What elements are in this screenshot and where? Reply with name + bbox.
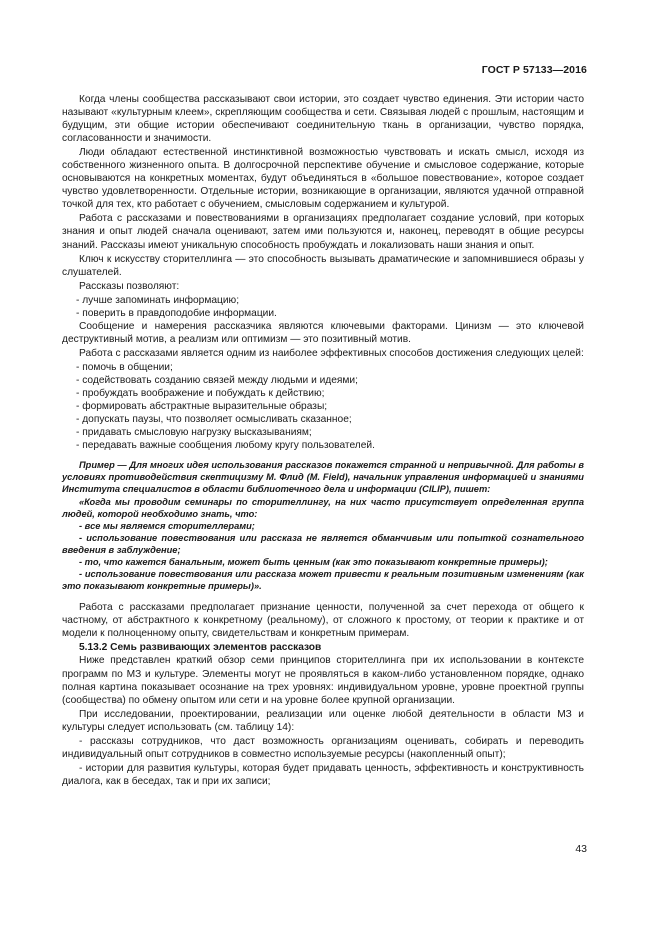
list-item: - формировать абстрактные выразительные образы; [76, 401, 328, 413]
list-item: - пробуждать воображение и побуждать к действию; [76, 388, 325, 400]
paragraph: Когда члены сообщества рассказывают свои истории, это создает чувство единения. Эти истории часто называют «культурным клеем», скрепляющим сообщества и сети. Связывая людей с прошлым, настоящим и будущим, эти общие истории обеспечивают соединительную ткань в организации, чувство порядка, согласованности и значимости. [62, 94, 584, 145]
paragraph: - рассказы сотрудников, что даст возможность организациям оценивать, собирать и переводить индивидуальный опыт сотрудников в совместно используемые ресурсы (накопленный опыт); [62, 735, 584, 760]
paragraph: Работа с рассказами и повествованиями в организациях предполагает создание условий, при которых знания и опыт людей сначала оценивают, затем ими пользуются и, наконец, переводят в общие ресурсы знаний. Рассказы имеют уникальную способность пробуждать и локализовать наши знания и опыт. [62, 213, 584, 251]
example-paragraph: - использование повествования или рассказа не является обманчивым или попыткой сознательного введения в заблуждение; [62, 532, 584, 555]
example-block [62, 459, 584, 592]
list-item: - содействовать созданию связей между людьми и идеями; [76, 374, 358, 386]
example-paragraph: Пример — Для многих идея использования рассказов покажется странной и непривычной. Для работы в условиях противодействия скептицизму М. Флид (M. Field), начальник управления информацией и знаниями Института специалистов в области библиотечного дела и информации (CILIP), пишет: [62, 460, 584, 495]
paragraph: Ключ к искусству сторителлинга — это способность вызывать драматические и запомнившиеся образы у слушателей. [62, 253, 584, 278]
page-number: 43 [575, 843, 587, 855]
list-item: - поверить в правдоподобие информации. [76, 307, 277, 319]
section-heading: 5.13.2 Семь развивающих элементов рассказов [79, 642, 322, 654]
list-item: - лучше запоминать информацию; [76, 294, 240, 306]
paragraph: Люди обладают естественной инстинктивной возможностью чувствовать и искать смысл, исходя из собственного жизненного опыта. В долгосрочной перспективе обучение и смысловое содержание, которые основываются на конкретных моментах, будут объединяться в «большое повествование», которое создает чувство удовлетворенности. Отдельные истории, возникающие в организации, являются удачной отправной точкой для тех, кто работает с обучением, смысловым содержанием и культурой. [62, 147, 584, 211]
list-item: - передавать важные сообщения любому кругу пользователей. [76, 440, 375, 452]
example-paragraph: - то, что кажется банальным, может быть ценным (как это показывают конкретные примеры); [79, 557, 548, 568]
paragraph: При исследовании, проектировании, реализации или оценке любой деятельности в области МЗ и культуры следует использовать (см. таблицу 14): [62, 708, 584, 733]
document-header: ГОСТ Р 57133—2016 [481, 64, 587, 76]
paragraph: Работа с рассказами предполагает признание ценности, полученной за счет перехода от общего к частному, от абстрактного к конкретному (реальному), от сложного к простому, от теории к практике и от модели к полноценному опыту, свидетельствам и конкретным примерам. [62, 602, 584, 640]
paragraph: - истории для развития культуры, которая будет придавать ценность, эффективность и конструктивность диалога, как в беседах, так и при их записи; [62, 762, 584, 787]
paragraph: Ниже представлен краткий обзор семи принципов сторителлинга при их использовании в контексте программ по МЗ и культуре. Элементы могут не проявляться в каком-либо установленном порядке, однако полная картина показывает осознание на трех уровнях: индивидуальном уровне, уровне проектной группы (сообщества) по обмену опытом или сети и на уровне более крупной организации. [62, 655, 584, 706]
example-paragraph: - использование повествования или рассказа может привести к реальным позитивным изменениям (как это показывают конкретные примеры)». [62, 569, 584, 592]
list-item: - допускать паузы, что позволяет осмысливать сказанное; [76, 414, 352, 426]
list-item: - помочь в общении; [76, 361, 173, 373]
list-item: - придавать смысловую нагрузку высказываниям; [76, 427, 312, 439]
document-body [62, 93, 584, 789]
paragraph: Сообщение и намерения рассказчика являются ключевыми факторами. Цинизм — это ключевой деструктивный мотив, а реализм или оптимизм — это позитивный мотив. [62, 320, 584, 345]
example-paragraph: - все мы являемся сторителлерами; [79, 520, 255, 531]
paragraph: Рассказы позволяют: [79, 280, 180, 292]
paragraph: Работа с рассказами является одним из наиболее эффективных способов достижения следующих целей: [79, 347, 584, 359]
example-paragraph: «Когда мы проводим семинары по сторителлингу, на них часто присутствует определенная группа людей, которой необходимо знать, что: [62, 496, 584, 519]
